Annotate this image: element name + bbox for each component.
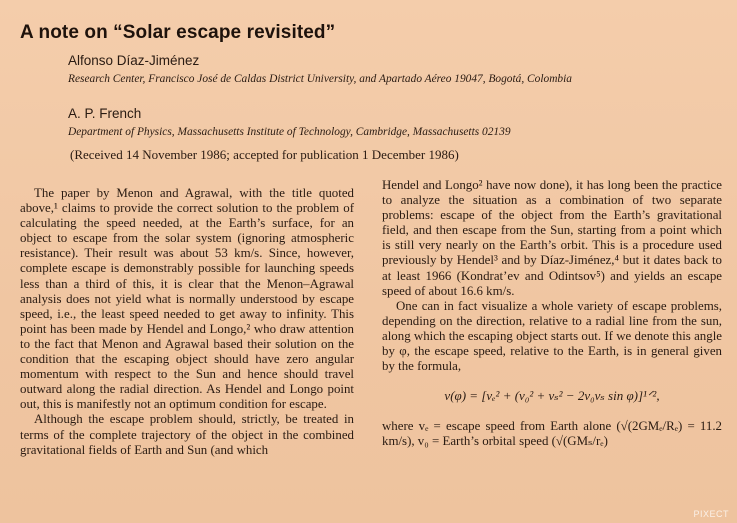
paragraph: The paper by Menon and Agrawal, with the title quoted above,¹ claims to provide the correct solution to the problem of calculating the speed needed, at the Earth’s surface, for an object to escape from the solar system (ignoring atmospheric resistance). Their result was about 53 km/s. Since, however, complete escape is demonstrably possible for launching speeds less than a third of this, it is clear that the Menon–Agrawal analysis does not yield what is normally understood by escape speed, i.e., the least speed needed to get away to infinity. This point has been made by Hendel and Longo,² who draw attention to the fact that Menon and Agrawal based their solution on the condition that the escaping object should have zero angular momentum with respect to the Sun and hence should travel outward along the radial direction. As Hendel and Longo point out, this is manifestly not an optimum condition for escape. bbox=[20, 186, 354, 412]
paragraph: Although the escape problem should, strictly, be treated in terms of the complete trajectory of the object in the combined gravitational fields of Earth and Sun (and which bbox=[20, 412, 354, 457]
author-name-1: Alfonso Díaz-Jiménez bbox=[68, 53, 200, 68]
right-column bbox=[382, 178, 722, 450]
article-title: A note on “Solar escape revisited” bbox=[20, 22, 336, 43]
author-name-2: A. P. French bbox=[68, 106, 142, 121]
paragraph: Hendel and Longo² have now done), it has long been the practice to analyze the situation as a combination of two separate problems: escape of the object from the Earth’s gravitational field, and then escape from the Sun, starting from a point which is still very nearly on the Earth’s orbit. This is a procedure used previously by Hendel³ and by Díaz-Jiménez,⁴ but it dates back to at least 1966 (Kondrat’ev and Odintsov⁵) and yields an escape speed of about 16.6 km/s. bbox=[382, 178, 722, 298]
escape-speed-equation: v(φ) = [vₑ² + (v₀² + vₛ² − 2v₀vₛ sin φ)]¹ᐟ², bbox=[444, 388, 660, 404]
watermark: PIXECT bbox=[693, 509, 729, 519]
paragraph: where vₑ = escape speed from Earth alone (√(2GMₑ/Rₑ) = 11.2 km/s), v₀ = Earth’s orbital speed (√(GMₛ/rₑ) bbox=[382, 419, 722, 449]
paragraph: One can in fact visualize a whole variety of escape problems, depending on the direction, relative to a radial line from the sun, along which the escaping object starts out. If we denote this angle by φ, the escape speed, relative to the Earth, is in general given by the formula, bbox=[382, 298, 722, 374]
author-affiliation-2: Department of Physics, Massachusetts Institute of Technology, Cambridge, Massachusetts 02139 bbox=[68, 126, 511, 138]
author-affiliation-1: Research Center, Francisco José de Caldas District University, and Apartado Aéreo 19047, Bogotá, Colombia bbox=[68, 73, 572, 85]
left-column bbox=[20, 186, 354, 458]
received-date: (Received 14 November 1986; accepted for publication 1 December 1986) bbox=[70, 147, 459, 162]
